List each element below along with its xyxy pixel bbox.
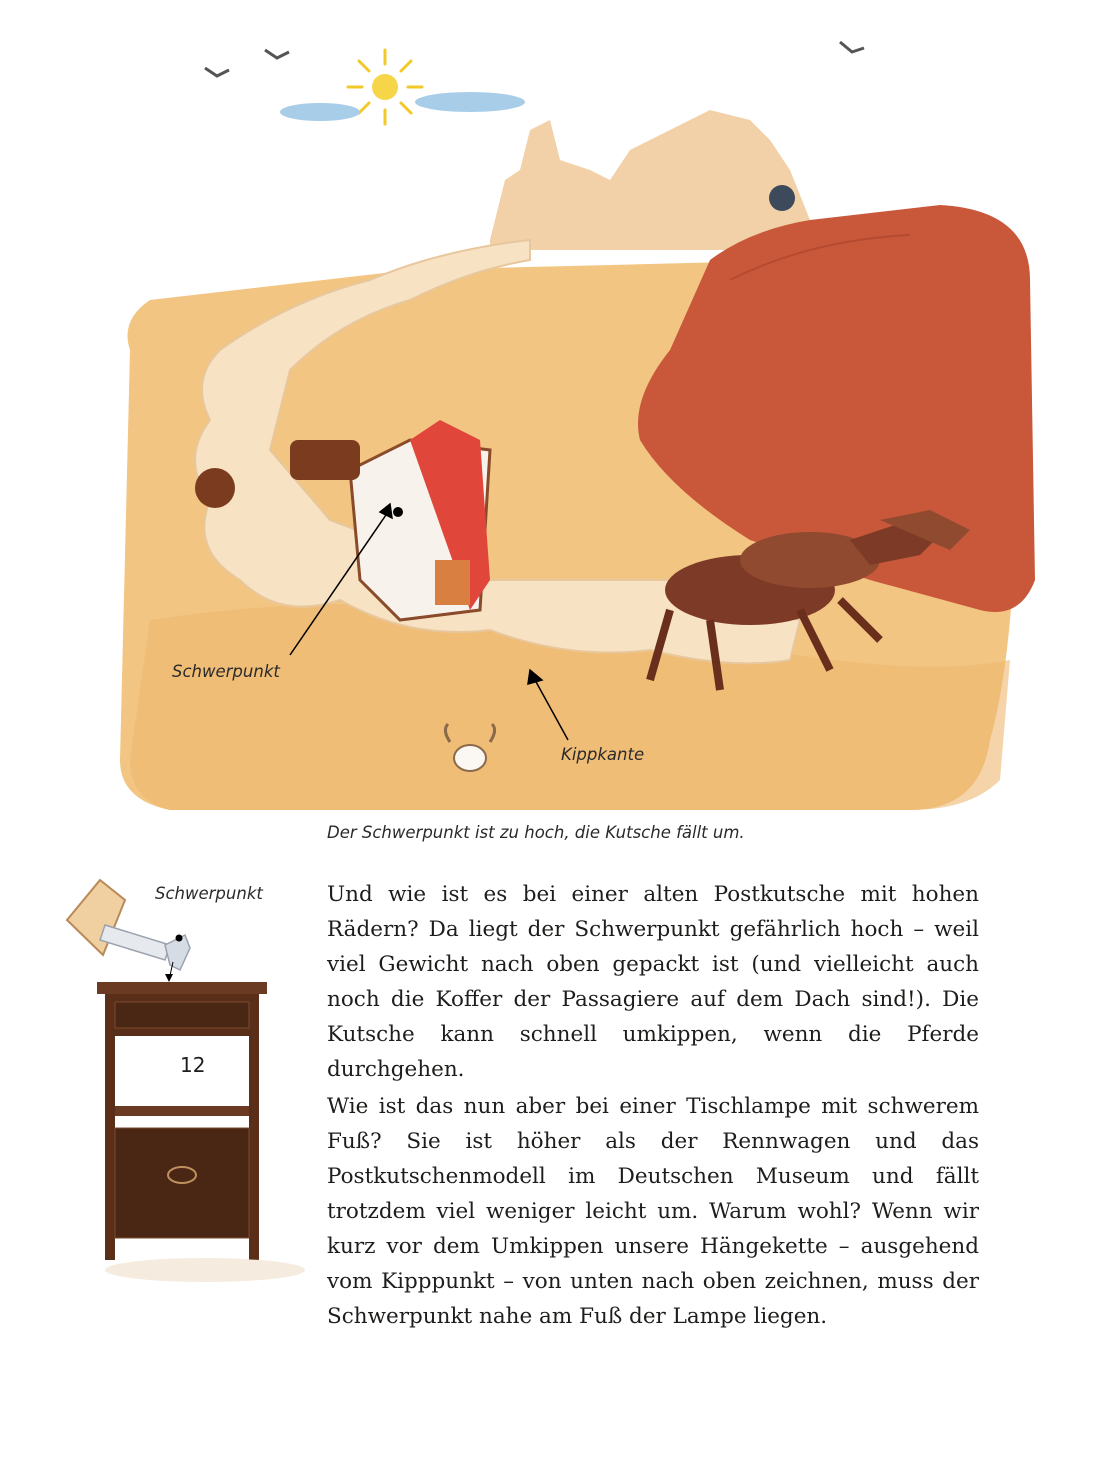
lamp-center-of-gravity-label: Schwerpunkt xyxy=(155,884,263,903)
center-of-gravity-marker xyxy=(393,507,403,517)
stagecoach-illustration xyxy=(110,20,1040,820)
lamp-table-illustration xyxy=(55,870,305,1330)
body-paragraph-1: Und wie ist es bei einer alten Postkutsche mit hohen Rädern? Da liegt der Schwerpunkt gefährlich hoch – weil viel Gewicht nach oben gepackt ist (und vielleicht auch noch die Koffer der Passagiere auf dem Dach sind!). Die Kutsche kann schnell umkippen, wenn die Pferde durchgehen. xyxy=(327,882,979,1082)
body-paragraph-2: Wie ist das nun aber bei einer Tischlampe mit schwerem Fuß? Sie ist höher als der Rennwagen und das Postkutschenmodell im Deutschen Museum und fällt trotzdem viel weniger leicht um. Warum wohl? Wenn wir kurz vor dem Umkippen unsere Hängekette – ausgehend vom Kipppunkt – von unten nach oben zeichnen, muss der Schwerpunkt nahe am Fuß der Lampe liegen. xyxy=(327,1094,979,1329)
page-number: 12 xyxy=(180,1053,206,1077)
figure-caption: Der Schwerpunkt ist zu hoch, die Kutsche fällt um. xyxy=(327,823,745,842)
vulture-icon xyxy=(769,185,795,211)
tipping-edge-label: Kippkante xyxy=(561,745,645,764)
bird-icon xyxy=(205,42,864,76)
wooden-nightstand xyxy=(97,982,305,1282)
center-of-gravity-label: Schwerpunkt xyxy=(172,662,280,681)
